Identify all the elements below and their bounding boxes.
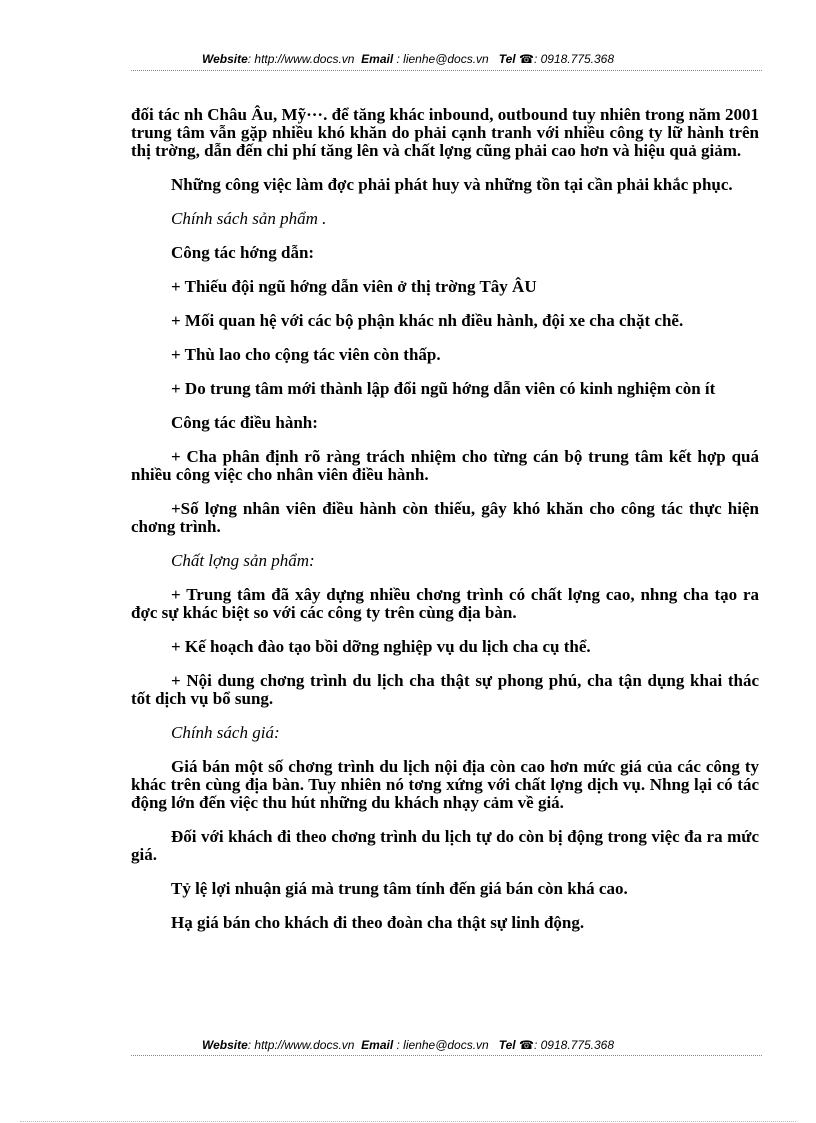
tel-label: Tel <box>498 1038 516 1052</box>
phone-icon: ☎ <box>519 52 534 66</box>
paragraph: Giá bán một số chơng trình du lịch nội địa còn cao hơn mức giá của các công ty khác trên cùng địa bàn. Tuy nhiên nó tơng xứng với chất lợng dịch vụ. Nhng lại có tác động lớn đến việc thu hút những du khách nhạy cảm về giá. <box>131 757 759 812</box>
list-item: + Kế hoạch đào tạo bồi dỡng nghiệp vụ du lịch cha cụ thể. <box>171 637 591 656</box>
paragraph: Đối với khách đi theo chơng trình du lịch tự do còn bị động trong việc đa ra mức giá. <box>131 827 759 864</box>
list-item: + Thù lao cho cộng tác viên còn thấp. <box>171 345 441 364</box>
list-item: + Nội dung chơng trình du lịch cha thật sự phong phú, cha tận dụng khai thác tốt dịch vụ bổ sung. <box>131 671 759 708</box>
footer-rule <box>131 1055 762 1056</box>
section-heading: Chính sách sản phẩm . <box>171 209 327 228</box>
paragraph: Tỷ lệ lợi nhuận giá mà trung tâm tính đến giá bán còn khá cao. <box>171 879 628 898</box>
tel-value: : 0918.775.368 <box>533 1038 615 1052</box>
page-header <box>0 52 816 66</box>
website-label: Website <box>201 1038 248 1052</box>
page-bottom-rule <box>20 1121 796 1122</box>
header-rule <box>131 70 762 71</box>
section-heading: Chính sách giá: <box>171 723 280 742</box>
email-value[interactable]: : lienhe@docs.vn <box>396 1038 489 1052</box>
list-item: + Trung tâm đã xây dựng nhiều chơng trình có chất lợng cao, nhng cha tạo ra đợc sự khác biệt so với các công ty trên cùng địa bàn. <box>131 585 759 622</box>
list-item: + Mối quan hệ với các bộ phận khác nh điều hành, đội xe cha chặt chẽ. <box>171 311 684 330</box>
list-item: +Số lợng nhân viên điều hành còn thiếu, gây khó khăn cho công tác thực hiện chơng trình. <box>131 499 759 536</box>
website-label: Website <box>201 52 248 66</box>
subsection-heading: Công tác hớng dẫn: <box>171 243 315 262</box>
email-value[interactable]: : lienhe@docs.vn <box>396 52 489 66</box>
paragraph: đối tác nh Châu Âu, Mỹ···. để tăng khác inbound, outbound tuy nhiên trong năm 2001 trung tâm vẫn gặp nhiều khó khăn do phải cạnh tranh với nhiều công ty lữ hành trên thị trờng, dẫn đến chi phí tăng lên và chất lợng cũng phải cao hơn và hiệu quả giảm. <box>131 105 759 160</box>
website-value[interactable]: : http://www.docs.vn <box>247 1038 355 1052</box>
list-item: + Do trung tâm mới thành lập đổi ngũ hớng dẫn viên có kinh nghiệm còn ít <box>171 379 716 398</box>
paragraph: Những công việc làm đợc phải phát huy và những tồn tại cần phải khắc phục. <box>171 175 733 194</box>
list-item: + Thiếu đội ngũ hớng dẫn viên ở thị trờng Tây ÂU <box>171 277 537 296</box>
tel-value: : 0918.775.368 <box>533 52 615 66</box>
page-footer <box>0 1038 816 1052</box>
section-heading: Chất lợng sản phẩm: <box>171 551 315 570</box>
subsection-heading: Công tác điều hành: <box>171 413 318 432</box>
tel-label: Tel <box>498 52 516 66</box>
phone-icon: ☎ <box>519 1038 534 1052</box>
paragraph: Hạ giá bán cho khách đi theo đoàn cha thật sự linh động. <box>171 913 585 932</box>
list-item: + Cha phân định rõ ràng trách nhiệm cho từng cán bộ trung tâm kết hợp quá nhiều công việc cho nhân viên điều hành. <box>131 447 759 484</box>
email-label: Email <box>361 52 394 66</box>
email-label: Email <box>361 1038 394 1052</box>
document-body <box>131 106 759 948</box>
website-value[interactable]: : http://www.docs.vn <box>247 52 355 66</box>
